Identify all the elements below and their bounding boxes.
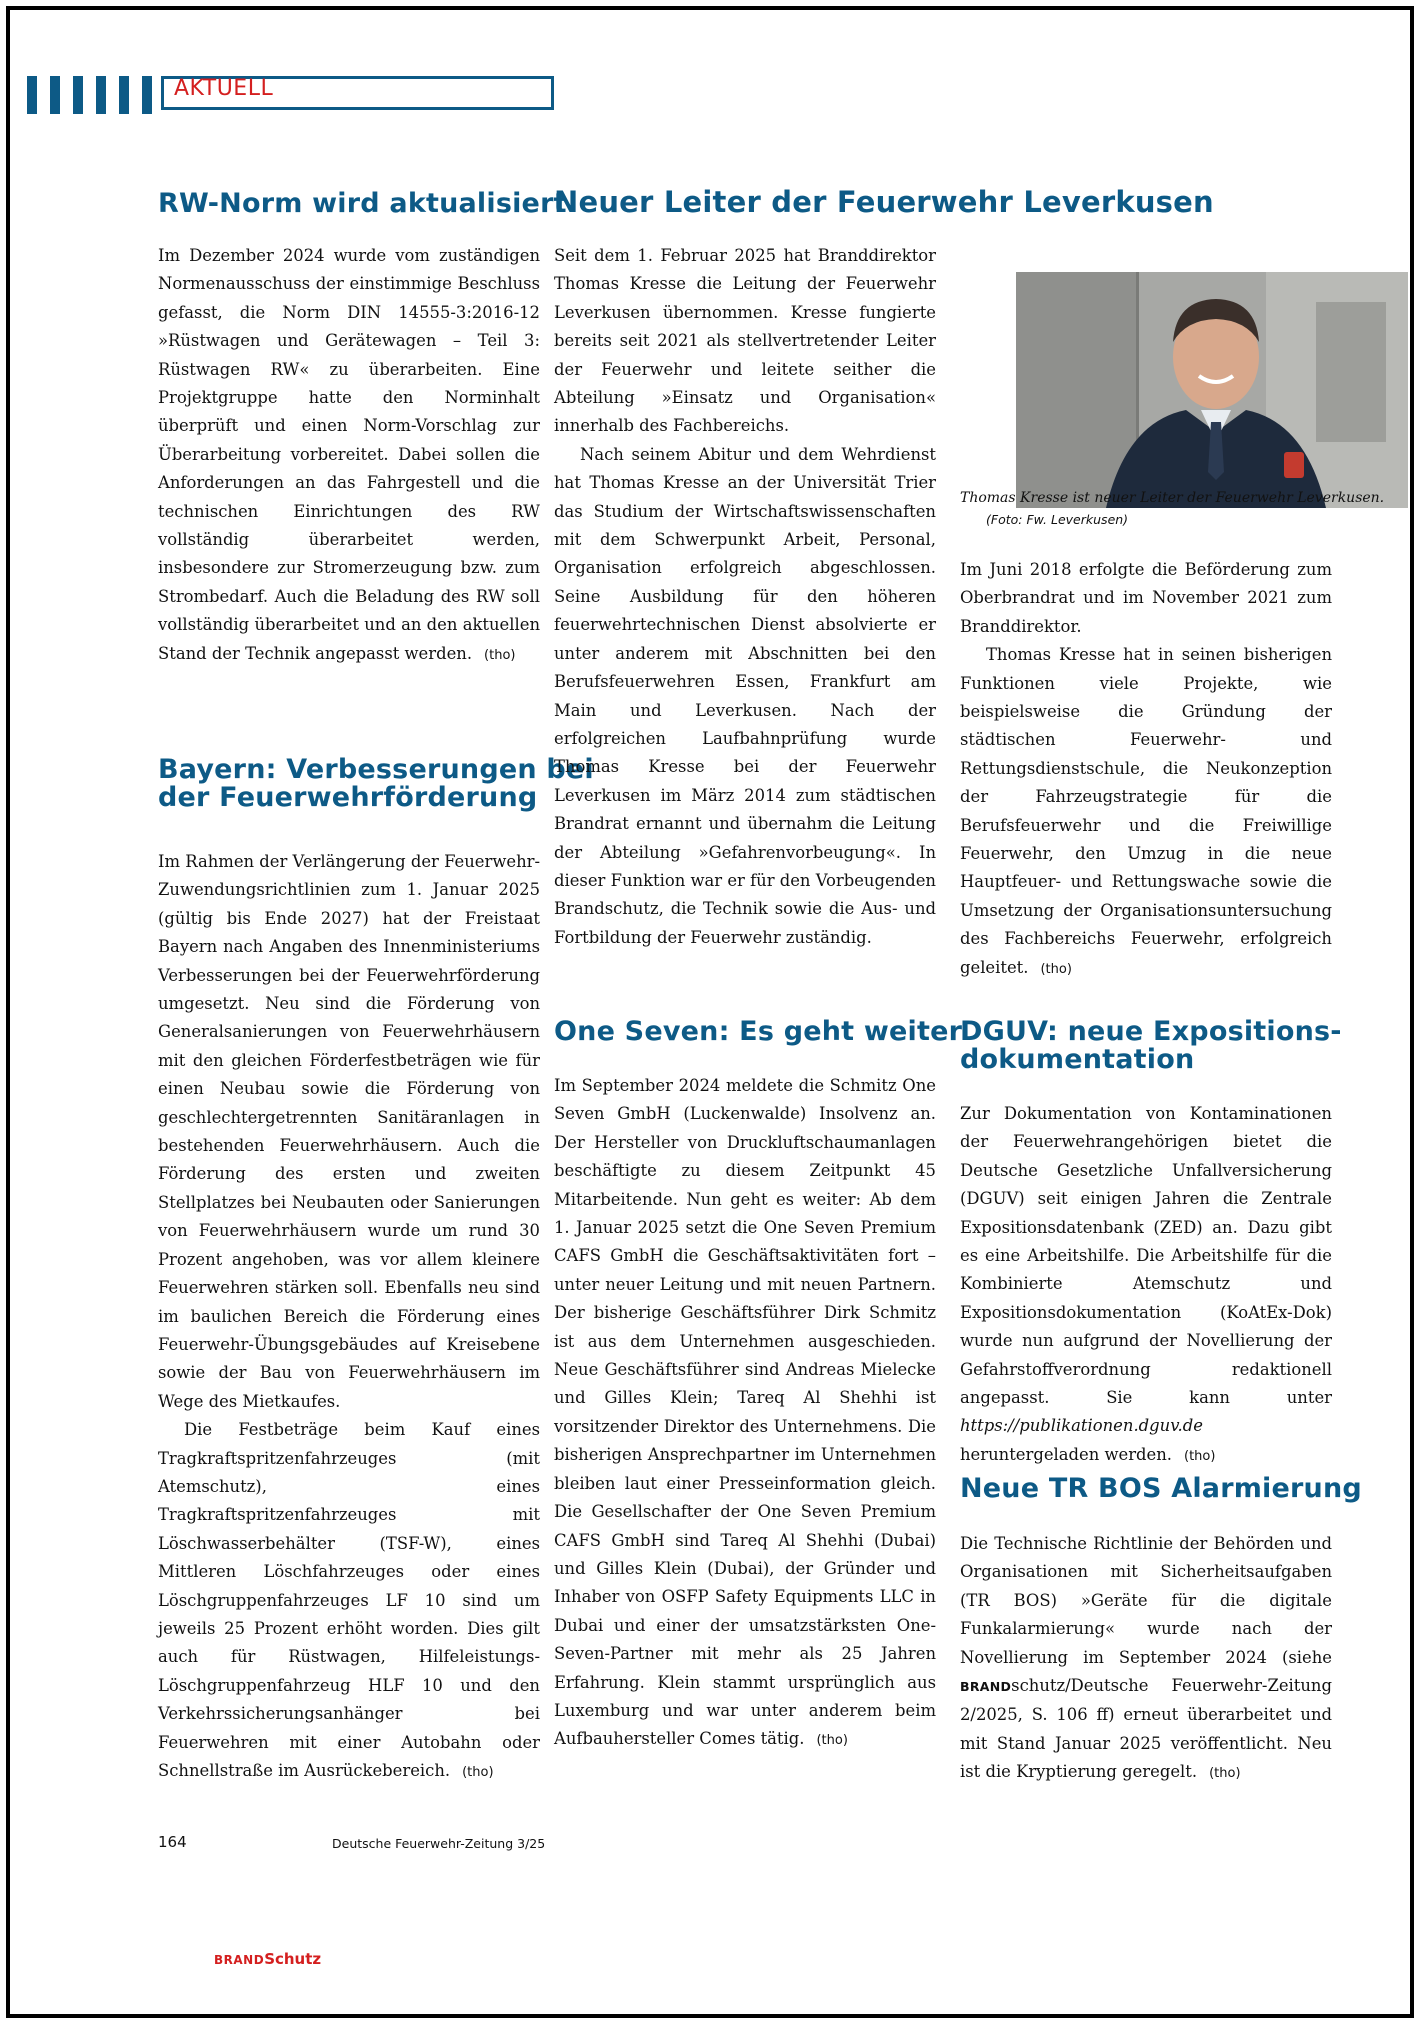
article-body-tr-bos <box>960 1530 1332 1789</box>
article-text: schutz/Deutsche Feuerwehr-Zeitung 2/2025, S. 106 ff) erneut überarbeitet und mit Stand Januar 2025 veröffentlicht. Neu ist die Kryptierung geregelt. <box>960 1676 1332 1782</box>
article-body-leverkusen-part1 <box>554 242 936 952</box>
article-title-leverkusen: Neuer Leiter der Feuerwehr Leverkusen <box>554 185 1214 219</box>
article-text: Die Festbeträge beim Kauf eines Tragkraftspritzenfahrzeuges (mit Atemschutz), eines Tragkraftspritzenfahrzeuges mit Löschwasserbehälter (TSF-W), eines Mittleren Löschfahrzeuges oder eines Löschgruppenfahrzeuges LF 10 sind um jeweils 25 Prozent erhöht worden. Dies gilt auch für Rüstwagen, Hilfeleistungs-Löschgruppenfahrzeug HLF 10 und den Verkehrssicherungsanhänger bei Feuerwehren mit einer Autobahn oder Schnellstraße im Ausrückebereich. <box>158 1420 540 1780</box>
article-title-rw-norm: RW-Norm wird aktualisiert <box>158 188 567 219</box>
article-text: Im Dezember 2024 wurde vom zuständigen Normenausschuss der einstimmige Beschluss gefasst, die Norm DIN 14555-3:2016-12 »Rüstwagen und Gerätewagen – Teil 3: Rüstwagen RW« zu überarbeiten. Eine Projektgruppe hatte den Norminhalt überprüft und einen Norm-Vorschlag zur Überarbeitung vorbereitet. Dabei sollen die Anforderungen an das Fahrgestell und die technischen Einrichtungen des RW vollständig überarbeitet werden, insbesondere zur Stromerzeugung bzw. zum Strombedarf. Auch die Beladung des RW soll vollständig überarbeitet und an den aktuellen Stand der Technik angepasst werden. <box>158 246 540 663</box>
article-title-tr-bos: Neue TR BOS Alarmierung <box>960 1473 1362 1504</box>
photo-caption <box>960 487 1400 531</box>
article-text: Nach seinem Abitur und dem Wehrdienst hat Thomas Kresse an der Universität Trier das Studium der Wirtschaftswissenschaften mit dem Schwerpunkt Arbeit, Personal, Organisation erfolgreich abgeschlossen. Seine Ausbildung für den höheren feuerwehrtechnischen Dienst absolvierte er unter anderem mit Abschnitten bei den Berufsfeuerwehren Essen, Frankfurt am Main und Leverkusen. Nach der erfolgreichen Laufbahnprüfung wurde Thomas Kresse bei der Feuerwehr Leverkusen im März 2014 zum städtischen Brandrat ernannt und übernahm die Leitung der Abteilung »Gefahrenvorbeugung«. In dieser Funktion war er für den Vorbeugenden Brandschutz, die Technik sowie die Aus- und Fortbildung der Feuerwehr zuständig. <box>554 444 936 947</box>
author-tag: (tho) <box>1209 1766 1241 1782</box>
title-line: der Feuerwehrförderung <box>158 782 538 813</box>
journal-name: Deutsche Feuerwehr-Zeitung 3/25 <box>332 1836 546 1851</box>
dguv-url: https://publikationen.dguv.de <box>960 1416 1203 1436</box>
article-body-dguv <box>960 1100 1332 1471</box>
article-body-leverkusen-part2 <box>960 556 1332 984</box>
article-text: Zur Dokumentation von Kontaminationen der Feuerwehrangehörigen bietet die Deutsche Gesetzliche Unfallversicherung (DGUV) seit einigen Jahren die Zentrale Expositionsdatenbank (ZED) an. Dazu gibt es eine Arbeitshilfe. Die Arbeitshilfe für die Kombinierte Atemschutz und Expositionsdokumentation (KoAtEx-Dok) wurde nun aufgrund der Novellierung der Gefahrstoffverordnung redaktionell angepasst. Sie kann unter <box>960 1104 1332 1408</box>
brand-caps: BRAND <box>214 1953 265 1967</box>
author-tag: (tho) <box>1184 1448 1216 1464</box>
title-line: DGUV: neue Expositions- <box>960 1016 1342 1047</box>
article-body-rw-norm <box>158 242 540 670</box>
article-text: Im September 2024 meldete die Schmitz One Seven GmbH (Luckenwalde) Insolvenz an. Der Hersteller von Druckluftschaumanlagen beschäftigte zu diesem Zeitpunkt 45 Mitarbeitende. Nun geht es weiter: Ab dem 1. Januar 2025 setzt die One Seven Premium CAFS GmbH die Geschäftsaktivitäten fort – unter neuer Leitung und mit neuen Partnern. Der bisherige Geschäftsführer Dirk Schmitz ist aus dem Unternehmen ausgeschieden. Neue Geschäftsführer sind Andreas Mielecke und Gilles Klein; Tareq Al Shehhi ist vorsitzender Direktor des Unternehmens. Die bisherigen Ansprechpartner im Unternehmen bleiben laut einer Presseinformation gleich. Die Gesellschafter der One Seven Premium CAFS GmbH sind Tareq Al Shehhi (Dubai) und Gilles Klein (Dubai), der Gründer und Inhaber von OSFP Safety Equipments LLC in Dubai und einer der umsatzstärksten One-Seven-Partner mit mehr als 25 Jahren Erfahrung. Klein stammt ursprünglich aus Luxemburg und war unter anderem beim Aufbauhersteller Comes tätig. <box>554 1076 936 1749</box>
page-number: 164 <box>158 1833 187 1851</box>
rubric-bars <box>27 76 152 114</box>
article-title-bayern <box>158 756 594 812</box>
photo-credit: (Foto: Fw. Leverkusen) <box>986 512 1129 527</box>
caption-text: Thomas Kresse ist neuer Leiter der Feuerwehr Leverkusen. <box>960 490 1385 506</box>
article-body-bayern <box>158 848 540 1787</box>
article-title-one-seven: One Seven: Es geht weiter <box>554 1016 963 1047</box>
author-tag: (tho) <box>462 1765 494 1780</box>
article-title-dguv <box>960 1018 1342 1074</box>
title-line: dokumentation <box>960 1044 1195 1075</box>
article-text: Im Rahmen der Verlängerung der Feuerwehr-Zuwendungsrichtlinien zum 1. Januar 2025 (gültig bis Ende 2027) hat der Freistaat Bayern nach Angaben des Innenministeriums Verbesserungen bei der Feuerwehrförderung umgesetzt. Neu sind die Förderung von Generalsanierungen von Feuerwehrhäusern mit den gleichen Förderfestbeträgen wie für einen Neubau sowie die Förderung von geschlechtergetrennten Sanitäranlagen in bestehenden Feuerwehrhäusern. Auch die Förderung des ersten und zweiten Stellplatzes bei Neubauten oder Sanierungen von Feuerwehrhäusern wurde um rund 30 Prozent angehoben, was vor allem kleinere Feuerwehren stärken soll. Ebenfalls neu sind im baulichen Bereich die Förderung eines Feuerwehr-Übungsgebäudes auf Kreisebene sowie der Bau von Feuerwehrhäusern im Wege des Mietkaufes. <box>158 852 540 1411</box>
rubric-label: AKTUELL <box>174 76 274 101</box>
article-text: Die Technische Richtlinie der Behörden und Organisationen mit Sicherheitsaufgaben (TR BOS) »Geräte für die digitale Funkalarmierung« wurde nach der Novellierung im September 2024 (siehe <box>960 1534 1332 1667</box>
article-text: heruntergeladen werden. <box>960 1444 1173 1464</box>
brand-caps: BRAND <box>960 1679 1012 1695</box>
article-body-one-seven <box>554 1072 936 1756</box>
author-tag: (tho) <box>484 647 516 663</box>
article-text: Thomas Kresse hat in seinen bisherigen Funktionen viele Projekte, wie beispielsweise die Gründung der städtischen Feuerwehr- und Rettungsdienstschule, die Neukonzeption der Fahrzeugstrategie für die Berufsfeuerwehr und die Freiwillige Feuerwehr, den Umzug in die neue Hauptfeuer- und Rettungswache sowie die Umsetzung der Organisationsuntersuchung des Fachbereichs Feuerwehr, erfolgreich geleitet. <box>960 645 1332 977</box>
portrait-photo <box>1016 272 1408 508</box>
brand-logo <box>214 1950 321 1968</box>
author-tag: (tho) <box>816 1733 848 1749</box>
title-line: Bayern: Verbesserungen bei <box>158 754 594 785</box>
author-tag: (tho) <box>1040 961 1072 977</box>
rubric-box <box>161 76 554 110</box>
article-text: Im Juni 2018 erfolgte die Beförderung zum Oberbrandrat und im November 2021 zum Branddirektor. <box>960 560 1332 636</box>
page <box>6 6 1414 2018</box>
brand-rest: Schutz <box>264 1950 322 1968</box>
article-text: Seit dem 1. Februar 2025 hat Branddirektor Thomas Kresse die Leitung der Feuerwehr Leverkusen übernommen. Kresse fungierte bereits seit 2021 als stellvertretender Leiter der Feuerwehr und leitete seither die Abteilung »Einsatz und Organisation« innerhalb des Fachbereichs. <box>554 246 936 436</box>
